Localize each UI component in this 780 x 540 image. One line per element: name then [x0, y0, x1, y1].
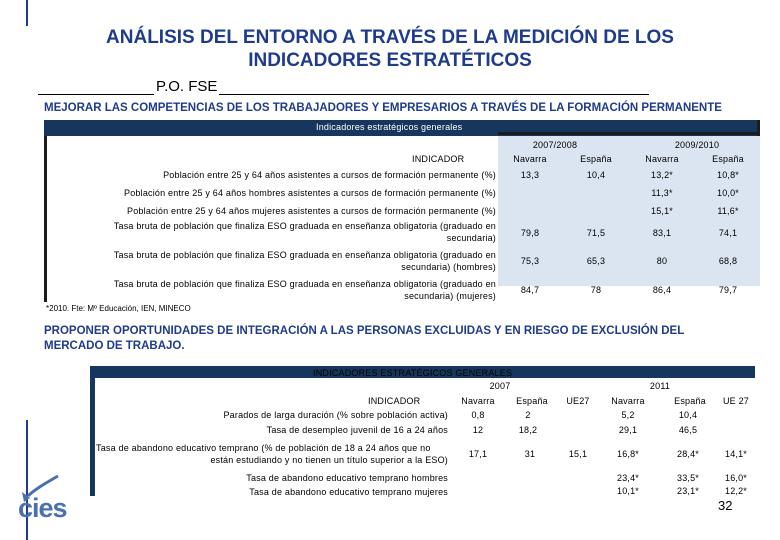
- section2-col-ue27-1: UE27: [566, 396, 590, 406]
- section1-cell: 79,7: [718, 285, 738, 295]
- section1-cell: 71,5: [586, 228, 606, 238]
- section2-cell: 28,4*: [676, 449, 700, 459]
- section1-heading: MEJORAR LAS COMPETENCIAS DE LOS TRABAJADORES Y EMPRESARIOS A TRAVÉS DE LA FORMACIÓN PERMANENTE: [44, 102, 722, 114]
- section2-cell: 23,1*: [676, 486, 700, 496]
- section1-table-title: Indicadores estratégicos generales: [316, 122, 463, 132]
- section1-cell: 13,2*: [650, 170, 674, 180]
- page-title-line1: ANÁLISIS DEL ENTORNO A TRAVÉS DE LA MEDICIÓN DE LOS: [106, 27, 674, 48]
- section2-row-label: Tasa de desempleo juvenil de 16 a 24 años: [266, 425, 448, 435]
- section1-col-espana-1: España: [580, 154, 612, 164]
- section2-cell: 10,1*: [616, 486, 640, 496]
- section1-cell: 10,4: [586, 170, 606, 180]
- section1-cell: 86,4: [652, 285, 672, 295]
- section1-col-indicator: INDICADOR: [412, 154, 465, 164]
- section1-cell: 84,7: [520, 285, 540, 295]
- page-number: 32: [718, 498, 733, 513]
- subtitle-rule-right: [219, 81, 649, 95]
- section1-cell: 74,1: [718, 228, 738, 238]
- subtitle-rule-left: [38, 81, 154, 95]
- section2-row-label: Tasa de abandono educativo temprano (% de población de 18 a 24 años que no: [96, 443, 431, 453]
- section1-col-navarra-2: Navarra: [645, 154, 679, 164]
- subtitle-text: P.O. FSE: [156, 78, 218, 95]
- section2-col-espana-1: España: [516, 396, 548, 406]
- section2-cell: 2: [525, 410, 531, 420]
- section1-row-label: Población entre 25 y 64 años mujeres asistentes a cursos de formación permanente (%): [127, 206, 496, 216]
- section1-right-bar: [757, 120, 760, 136]
- section1-row-label-cont: secundaria) (hombres): [401, 262, 496, 272]
- section1-row-label: Tasa bruta de población que finaliza ESO graduada en enseñanza obligatoria (graduado en: [113, 221, 496, 231]
- section2-cell: 0,8: [471, 410, 485, 420]
- section2-row-label: Tasa de abandono educativo temprano mujeres: [249, 487, 448, 497]
- section1-col-navarra-1: Navarra: [513, 154, 547, 164]
- section1-cell: 11,3*: [651, 188, 673, 198]
- section1-header-rule: [498, 132, 760, 135]
- section1-cell: 80: [656, 256, 668, 266]
- section1-cell: 10,8*: [716, 170, 740, 180]
- section1-cell: 75,3: [520, 256, 540, 266]
- section2-cell: 33,5*: [676, 473, 700, 483]
- section2-cell: 16,0*: [724, 473, 748, 483]
- frame-accent-top: [26, 0, 28, 26]
- section2-col-navarra-2: Navarra: [611, 396, 645, 406]
- section1-row-label: Población entre 25 y 64 años asistentes a cursos de formación permanente (%): [163, 170, 496, 180]
- section1-cell: 79,8: [520, 228, 540, 238]
- section1-cell: 10,0*: [716, 188, 740, 198]
- section2-row-label-cont: están estudiando y no tienen un título superior a la ESO): [210, 455, 448, 465]
- page-title-line2: INDICADORES ESTRATÉTICOS: [248, 50, 532, 71]
- logo-text: cies: [18, 493, 67, 523]
- section2-cell: 46,5: [678, 425, 698, 435]
- section1-cell: 83,1: [652, 228, 672, 238]
- section2-row-label: Parados de larga duración (% sobre población activa): [223, 410, 448, 420]
- section1-cell: 13,3: [520, 170, 540, 180]
- section2-col-indicator: INDICADOR: [368, 396, 421, 406]
- section1-cell: 11,6*: [717, 206, 739, 216]
- section2-cell: 14,1*: [724, 449, 748, 459]
- section2-row-label: Tasa de abandono educativo temprano hombres: [246, 473, 448, 483]
- section2-cell: 12: [472, 425, 484, 435]
- section1-note: *2010. Fte: Mº Educación, IEN, MINECO: [46, 304, 191, 313]
- section1-cell: 68,8: [718, 256, 738, 266]
- section2-cell: 15,1: [568, 449, 588, 459]
- subtitle: [38, 78, 660, 95]
- section2-cell: 23,4*: [616, 473, 640, 483]
- section2-cell: 17,1: [468, 449, 488, 459]
- section2-cell: 12,2*: [724, 486, 748, 496]
- section1-left-bar: [44, 136, 47, 302]
- section2-cell: 5,2: [621, 410, 635, 420]
- section1-row-label-cont: secundaria) (mujeres): [404, 291, 496, 301]
- section2-cell: 10,4: [678, 410, 698, 420]
- section1-row-label: Tasa bruta de población que finaliza ESO graduada en enseñanza obligatoria (graduado en: [113, 250, 496, 260]
- section1-cell: 65,3: [586, 256, 606, 266]
- section2-cell: 18,2: [518, 425, 538, 435]
- section2-year1: 2007: [489, 381, 511, 391]
- section1-period2: 2009/2010: [674, 140, 720, 150]
- section2-cell: 16,8*: [616, 449, 640, 459]
- section2-heading-line1: PROPONER OPORTUNIDADES DE INTEGRACIÓN A LAS PERSONAS EXCLUIDAS Y EN RIESGO DE EXCLUSIÓN DEL: [44, 325, 685, 337]
- section2-cell: 31: [524, 449, 536, 459]
- section2-cell: 29,1: [618, 425, 638, 435]
- section1-col-espana-2: España: [712, 154, 744, 164]
- section2-col-espana-2: España: [674, 396, 706, 406]
- section2-heading-line2: MERCADO DE TRABAJO.: [44, 340, 185, 352]
- section1-row-label: Tasa bruta de población que finaliza ESO graduada en enseñanza obligatoria (graduado en: [113, 279, 496, 289]
- section2-heading: [44, 324, 744, 354]
- section1-period1: 2007/2008: [532, 140, 578, 150]
- section1-cell: 15,1*: [650, 206, 674, 216]
- section2-year2: 2011: [649, 381, 671, 391]
- section1-cell: 78: [590, 285, 602, 295]
- section2-table-title: INDICADORES ESTRATÉGICOS GENERALES: [313, 368, 513, 378]
- page-title: [60, 26, 720, 72]
- section1-row-label-cont: secundaria): [446, 233, 496, 243]
- section2-col-ue27-2: UE 27: [722, 396, 749, 406]
- section2-col-navarra-1: Navarra: [461, 396, 495, 406]
- section1-row-label: Población entre 25 y 64 años hombres asistentes a cursos de formación permanente (%): [124, 188, 496, 198]
